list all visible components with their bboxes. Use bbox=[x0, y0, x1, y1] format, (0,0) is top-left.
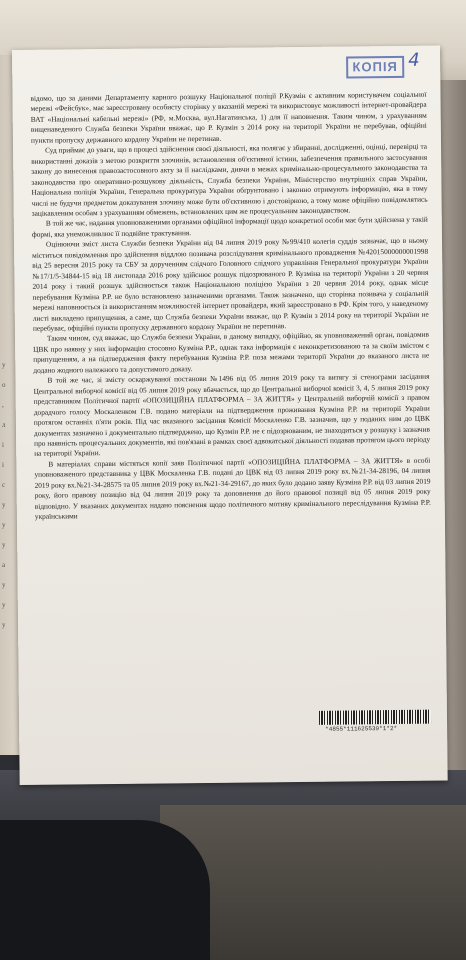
barcode-number: *4855*111625539*1*2* bbox=[325, 725, 398, 733]
background-dark-object bbox=[0, 820, 210, 960]
document-page bbox=[12, 46, 448, 785]
paragraph-4: Оцінюючи зміст листа Служби безпеки України від 04 липня 2019 року №99/410 колегія суддів зазначає, що в ньому міститься повідомлення про здійснення віддлою позивача розслідування кримінального провадження №42015000000001998 від 25 вересня 2015 року та СБУ за дорученням слідчого Головного слідчого управління Генеральної прокуратури України №17/1/5-34844-15 від 18 листопада 2016 року здійснює розшук підозрюваного Р. Кузміна на території України з 20 червня 2014 року і такий розшук здійснюється також Національною поліцією України з 20 червня 2014 року, однак місце перебування Кузміна Р.Р. не було встановлено зазначеними органами. Також зазначено, що сторінка позивача у соціальній мережі наповнюється із використанням можливостей інтернет провайдера, який зареєстровано в РФ. Крім того, у наведеному листі викладено припущення, а саме, що Служба безпеки України вважає, що Р. Кузмін з 2014 року на території України не перебуває, офіційні пункти пропуску державного кордону України не перетинав. bbox=[32, 235, 429, 333]
copy-stamp: КОПІЯ bbox=[346, 56, 404, 79]
margin-marks: у о , л і і с у у у а у у у bbox=[2, 361, 6, 629]
paragraph-2: Суд приймає до уваги, що в процесі здійснення своєї діяльності, яка полягає у збиранні, дослідженні, оцінці, перевірці та використанні доказів з метою розкриття злочинів, встановлення об'єктивної істини, забезпечення правильного застосування закону до винесення правозастосовного акту за її наслідками, дивчи в межах кримінально-процесуального законодавства та законодавства про оперативно-розшукову діяльність, Служба безпеки України, Міністерство внутрішніх справ України, Національна поліція України, Генеральна прокуратура України обґрунтовано і законно отримують інформацію, яка в тому числі не будучи предметом доказування злочину може бути об'єктивною і достовірною, а тому може офіційно повідомлятись зацікавленим особам з урахуванням обмежень, встановлених цим же процесуальним законодавством. bbox=[31, 141, 428, 218]
handwritten-page-number: 4 bbox=[408, 49, 420, 71]
paragraph-7: В матеріалах справи містяться копії заяв Політичної партії «ОПОЗИЦІЙНА ПЛАТФОРМА – ЗА ЖИТТЯ» в особі уповноваженого представника у ЦВК Москаленка Г.В. подані до ЦВК від 03 липня 2019 року вх.№21-34-28196, 04 липня 2019 року вх.№21-34-28575 та 05 липня 2019 року вх.№21-34-29167, до яких було додано заяву Кузміна Р.Р. від 03 липня 2019 року, його правову позицію від 04 липня 2019 року та доповнення до його правової позиції від 05 липня 2019 року відповідно. У вказаних документах надано пояснення щодо політичного мотиву кримінального переслідування Кузміна Р.Р. українськими bbox=[34, 455, 431, 521]
paragraph-3: В той же час, надання уповноваженими органами офіційної інформації щодо конкретної особи має бути здійснена у такій формі, яка унеможливлює її подвійне трактування. bbox=[31, 215, 428, 239]
paragraph-1: відомо, що за даними Департаменту карного розшуку Національної поліції Р.Кузмін є активним користувачем соціальної мережі «Фейсбук», має зареєстровану особисту сторінку у вказаній мережі та використовує можливості інтернет-провайдера ВАТ «Національні кабельні мережі» (РФ, м.Москва, вул.Нагатинська, 1) для її наповнення. Таким чином, з урахуванням вищенаведеного Служба безпеки України вважає, що Р. Кузмін з 2014 року на території України не перебував, офіційні пункти пропуску державного кордону України не перетинав. bbox=[30, 89, 427, 145]
paragraph-5: Таким чином, суд вважає, що Служба безпеки України, в даному випадку, офіційно, як уповноважений орган, повідомив ЦВК про наявну у них інформацію стосовно Кузміна Р.Р., однак така інформація є неконкретизованою та за своїм змістом є припущенням, а на підтвердження факту перебування Кузміна Р.Р. поза межами території України до вказаного листа не додано жодного належного та допустимого доказу. bbox=[33, 330, 430, 375]
paragraph-6: В той же час, зі змісту оскаржуваної постанови №1496 від 05 липня 2019 року та витягу зі стенограми засідання Центральної виборчої комісії від 05 липня 2019 року вбачається, що до Центральної виборчої комісії 3, 4, 5 липня 2019 року представником Політичної партії «ОПОЗИЦІЙНА ПЛАТФОРМА – ЗА ЖИТТЯ» у Центральній виборчій комісії з правом дорадчого голосу Москаленком Г.В. подано матеріали на підтвердження проживання Кузміна Р.Р. на території України протягом останніх п'яти років. Під час вказаного засідання Комісії Москаленко Г.В. зазначив, що у поданих ним до ЦВК документах зазначено і документально підтверджено, що Кузмін Р.Р. не є підозрюваним, не знаходиться у розшуку і зазначив про наявність процесуальних документів, які пов'язані в рамках своєї адвокатської діяльності подавав протягом цього періоду на території України. bbox=[33, 371, 431, 459]
document-body bbox=[30, 90, 430, 523]
barcode bbox=[319, 710, 431, 725]
